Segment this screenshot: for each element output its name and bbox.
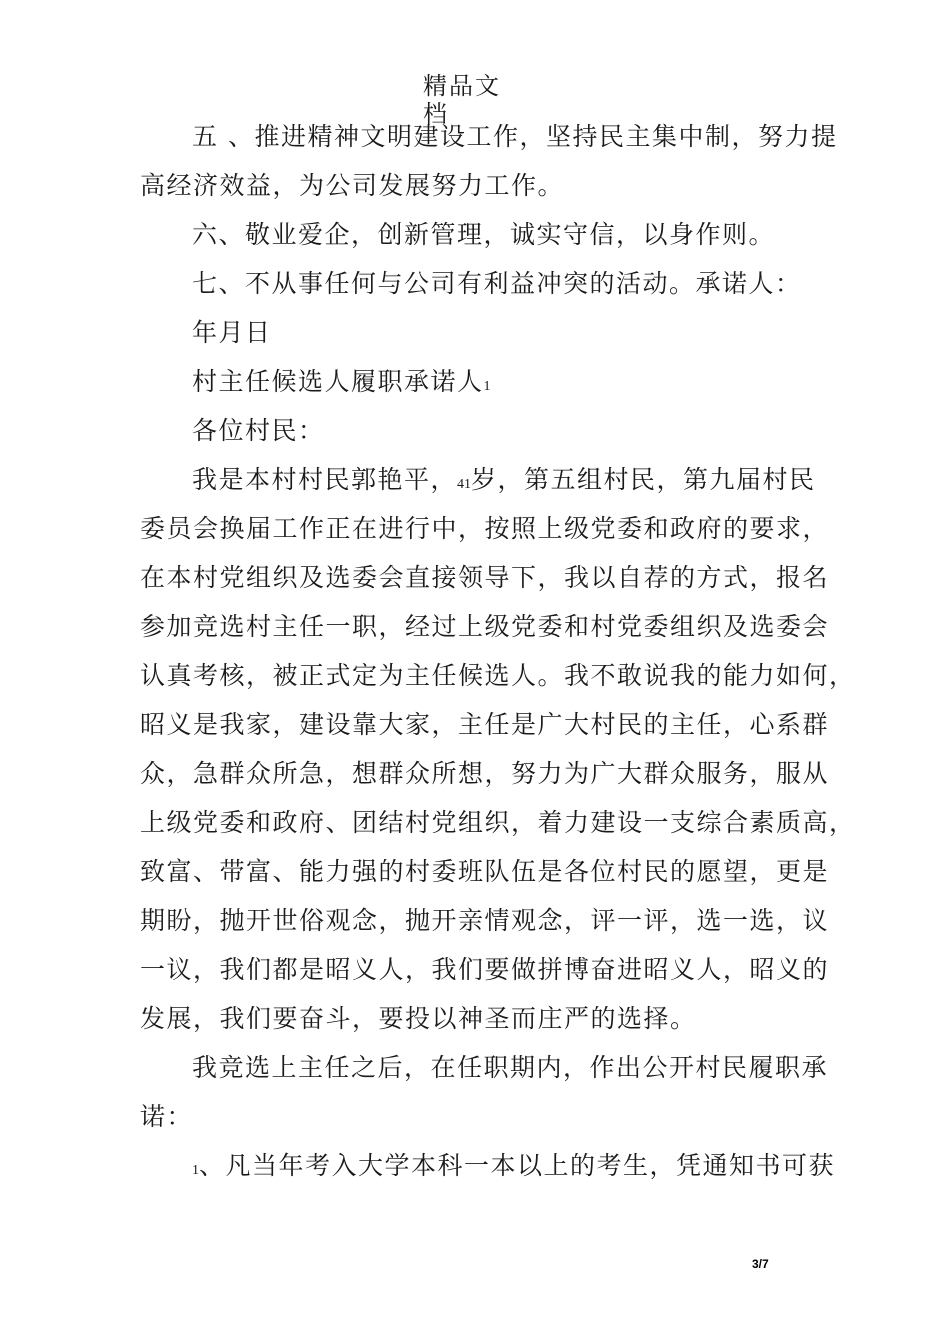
page-header: 精品文档: [423, 72, 501, 128]
text-line: 我竞选上主任之后，在任职期内，作出公开村民履职承: [192, 1053, 829, 1082]
text-line: 众，急群众所急，想群众所想，努力为广大群众服务，服从: [140, 759, 830, 788]
text-line: 五 、推进精神文明建设工作，坚持民主集中制，努力提: [192, 122, 838, 151]
text-line: 七、不从事任何与公司有利益冲突的活动。承诺人：: [192, 269, 802, 298]
text-line: 参加竞选村主任一职，经过上级党委和村党委组织及选委会: [140, 612, 830, 641]
text-line: [140, 455, 840, 504]
document-body: [140, 112, 856, 1190]
page-number: 3/7: [752, 1257, 769, 1271]
text-line: 诺：: [140, 1102, 194, 1131]
text-line: 年月日: [192, 318, 272, 347]
text-segment: 、凡当年考入大学本科一本以上的考生，凭通知书可获: [199, 1151, 836, 1180]
section-title: [140, 357, 840, 406]
text-segment: 我是本村村民郭艳平，: [192, 465, 458, 494]
text-line: 致富、带富、能力强的村委班队伍是各位村民的愿望，更是: [140, 857, 830, 886]
text-line: 期盼，抛开世俗观念，抛开亲情观念，评一评，选一选，议: [140, 906, 830, 935]
text-line: 一议，我们都是昭义人，我们要做拼博奋进昭义人，昭义的: [140, 955, 830, 984]
inline-number: 41: [457, 477, 472, 492]
text-segment: 岁，第五组村民，第九届村民: [471, 465, 816, 494]
text-line: 上级党委和政府、团结村党组织，着力建设一支综合素质高，: [140, 808, 856, 837]
inline-number: 1: [192, 1163, 199, 1178]
text-line: 发展，我们要奋斗，要投以神圣而庄严的选择。: [140, 1004, 697, 1033]
text-line: [140, 1141, 840, 1190]
text-segment: 村主任候选人履职承诺人: [192, 367, 484, 396]
inline-number: 1: [483, 379, 491, 394]
salutation: 各位村民：: [192, 416, 325, 445]
text-line: 昭义是我家，建设靠大家，主任是广大村民的主任，心系群: [140, 710, 830, 739]
text-line: 认真考核，被正式定为主任候选人。我不敢说我的能力如何，: [140, 661, 856, 690]
text-line: 六、敬业爱企，创新管理，诚实守信，以身作则。: [192, 220, 776, 249]
text-line: 委员会换届工作正在进行中，按照上级党委和政府的要求，: [140, 514, 830, 543]
text-line: 在本村党组织及选委会直接领导下，我以自荐的方式，报名: [140, 563, 830, 592]
text-line: 高经济效益，为公司发展努力工作。: [140, 171, 565, 200]
